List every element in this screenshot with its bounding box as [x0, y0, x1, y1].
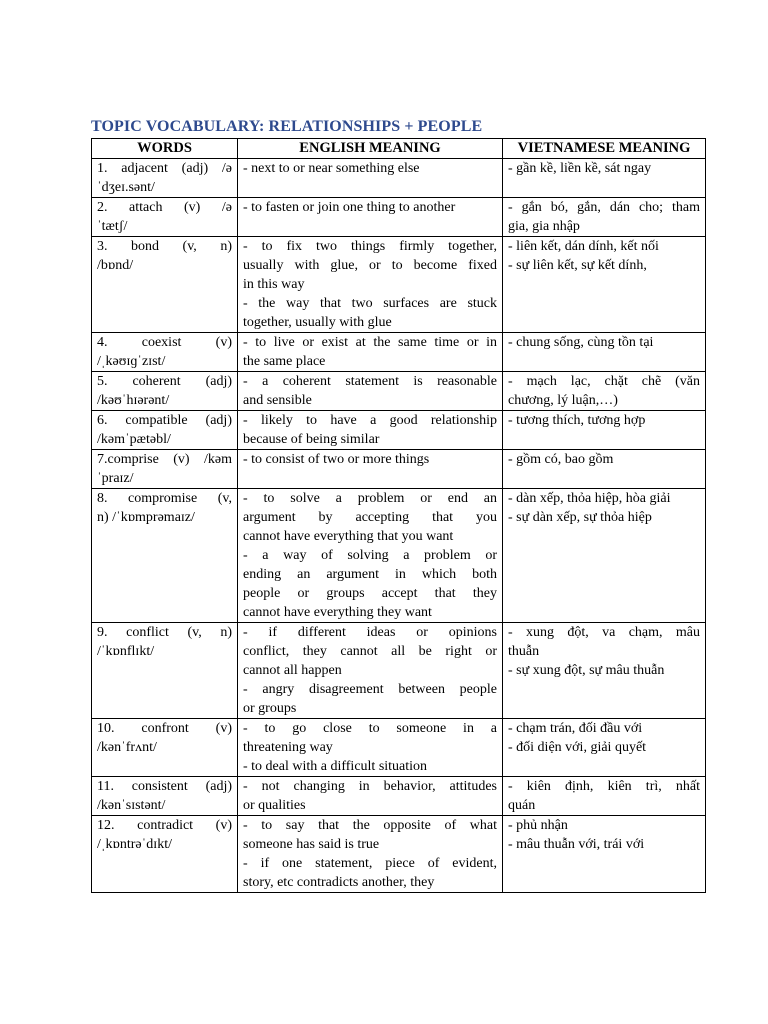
vocab-word-cell	[92, 411, 238, 450]
cell-text-line: usually with glue, or to become fixed	[243, 258, 497, 273]
cell-text-line: gia, gia nhập	[508, 219, 580, 234]
table-row	[92, 816, 706, 893]
cell-text-line: 3. bond (v, n)	[97, 239, 232, 254]
cell-text-line: - chạm trán, đối đầu với	[508, 721, 643, 736]
cell-text-line: - to live or exist at the same time or in	[243, 335, 497, 350]
english-meaning-cell	[238, 719, 503, 777]
vietnamese-meaning-cell	[503, 237, 706, 333]
cell-text-line: ˈtætʃ/	[97, 219, 128, 234]
header-english-meaning: ENGLISH MEANING	[238, 139, 503, 159]
cell-text-line: ending an argument in which both	[243, 567, 497, 582]
cell-text-line: 12. contradict (v)	[97, 818, 232, 833]
english-meaning-cell	[238, 411, 503, 450]
cell-text-line: 8. compromise (v,	[97, 491, 232, 506]
vietnamese-meaning-cell	[503, 411, 706, 450]
cell-text-line: together, usually with glue	[243, 315, 392, 330]
cell-text-line: - liên kết, dán dính, kết nối	[508, 239, 659, 254]
english-meaning-cell	[238, 450, 503, 489]
cell-text-line: n) /ˈkɒmprəmaɪz/	[97, 510, 195, 525]
cell-text-line: chương, lý luận,…)	[508, 393, 618, 408]
cell-text-line: thuẫn	[508, 644, 540, 659]
vocab-word-cell	[92, 159, 238, 198]
cell-text-line: - gần kề, liền kề, sát ngay	[508, 161, 652, 176]
cell-text-line: - tương thích, tương hợp	[508, 413, 646, 428]
cell-text-line: - gắn bó, gắn, dán cho; tham	[508, 200, 700, 215]
cell-text-line: - to go close to someone in a	[243, 721, 497, 736]
vietnamese-meaning-cell	[503, 719, 706, 777]
cell-text-line: - angry disagreement between people	[243, 682, 497, 697]
cell-text-line: - if one statement, piece of evident,	[243, 856, 497, 871]
cell-text-line: story, etc contradicts another, they	[243, 875, 435, 890]
vocab-word-cell	[92, 777, 238, 816]
english-meaning-cell	[238, 816, 503, 893]
vocab-word-cell	[92, 623, 238, 719]
header-words: WORDS	[92, 139, 238, 159]
cell-text-line: /bɒnd/	[97, 258, 134, 273]
cell-text-line: - xung đột, va chạm, mâu	[508, 625, 700, 640]
table-row	[92, 237, 706, 333]
cell-text-line: someone has said is true	[243, 837, 380, 852]
english-meaning-cell	[238, 372, 503, 411]
english-meaning-cell	[238, 777, 503, 816]
cell-text-line: - likely to have a good relationship	[243, 413, 497, 428]
cell-text-line: - to fix two things firmly together,	[243, 239, 497, 254]
cell-text-line: /ˌkɒntrəˈdɪkt/	[97, 837, 172, 852]
cell-text-line: - to consist of two or more things	[243, 452, 430, 467]
table-row	[92, 719, 706, 777]
cell-text-line: - mạch lạc, chặt chẽ (văn	[508, 374, 700, 389]
cell-text-line: - a way of solving a problem or	[243, 548, 497, 563]
cell-text-line: /kənˈsɪstənt/	[97, 798, 166, 813]
table-row	[92, 372, 706, 411]
english-meaning-cell	[238, 198, 503, 237]
cell-text-line: 7.comprise (v) /kəm	[97, 452, 232, 467]
cell-text-line: argument by accepting that you	[243, 510, 497, 525]
vocab-word-cell	[92, 333, 238, 372]
vocab-word-cell	[92, 719, 238, 777]
cell-text-line: - to say that the opposite of what	[243, 818, 497, 833]
cell-text-line: 11. consistent (adj)	[97, 779, 232, 794]
vocabulary-table	[91, 138, 706, 893]
cell-text-line: conflict, they cannot all be right or	[243, 644, 497, 659]
cell-text-line: because of being similar	[243, 432, 380, 447]
table-row	[92, 198, 706, 237]
cell-text-line: people or groups accept that they	[243, 586, 497, 601]
table-row	[92, 159, 706, 198]
english-meaning-cell	[238, 489, 503, 623]
vocab-word-cell	[92, 237, 238, 333]
vocab-word-cell	[92, 489, 238, 623]
vietnamese-meaning-cell	[503, 623, 706, 719]
page-title: TOPIC VOCABULARY: RELATIONSHIPS + PEOPLE	[91, 118, 483, 135]
cell-text-line: 6. compatible (adj)	[97, 413, 232, 428]
cell-text-line: - mâu thuẫn với, trái với	[508, 837, 645, 852]
cell-text-line: ˈpraɪz/	[97, 471, 134, 486]
cell-text-line: 4. coexist (v)	[97, 335, 232, 350]
vietnamese-meaning-cell	[503, 777, 706, 816]
cell-text-line: in this way	[243, 277, 305, 292]
cell-text-line: - to fasten or join one thing to another	[243, 200, 456, 215]
vocab-word-cell	[92, 198, 238, 237]
cell-text-line: cannot have everything they want	[243, 605, 432, 620]
vietnamese-meaning-cell	[503, 816, 706, 893]
cell-text-line: - gồm có, bao gồm	[508, 452, 614, 467]
cell-text-line: - chung sống, cùng tồn tại	[508, 335, 654, 350]
vocab-word-cell	[92, 450, 238, 489]
cell-text-line: - to deal with a difficult situation	[243, 759, 428, 774]
table-row	[92, 333, 706, 372]
table-row	[92, 411, 706, 450]
vocab-word-cell	[92, 372, 238, 411]
cell-text-line: - if different ideas or opinions	[243, 625, 497, 640]
cell-text-line: - the way that two surfaces are stuck	[243, 296, 497, 311]
table-row	[92, 489, 706, 623]
cell-text-line: - dàn xếp, thỏa hiệp, hòa giải	[508, 491, 671, 506]
cell-text-line: and sensible	[243, 393, 312, 408]
cell-text-line: - sự xung đột, sự mâu thuẫn	[508, 663, 665, 678]
cell-text-line: - phủ nhận	[508, 818, 568, 833]
table-row	[92, 623, 706, 719]
cell-text-line: or qualities	[243, 798, 306, 813]
cell-text-line: /kənˈfrʌnt/	[97, 740, 157, 755]
english-meaning-cell	[238, 237, 503, 333]
cell-text-line: - not changing in behavior, attitudes	[243, 779, 497, 794]
vietnamese-meaning-cell	[503, 198, 706, 237]
cell-text-line: cannot have everything that you want	[243, 529, 454, 544]
cell-text-line: quán	[508, 798, 536, 813]
header-vietnamese-meaning: VIETNAMESE MEANING	[503, 139, 706, 159]
table-row	[92, 450, 706, 489]
cell-text-line: /ˈkɒnflɪkt/	[97, 644, 155, 659]
cell-text-line: 10. confront (v)	[97, 721, 232, 736]
vietnamese-meaning-cell	[503, 489, 706, 623]
cell-text-line: ˈdʒeɪ.sənt/	[97, 180, 155, 195]
table-header-row	[92, 139, 706, 159]
english-meaning-cell	[238, 623, 503, 719]
vietnamese-meaning-cell	[503, 333, 706, 372]
vietnamese-meaning-cell	[503, 372, 706, 411]
cell-text-line: 9. conflict (v, n)	[97, 625, 232, 640]
english-meaning-cell	[238, 333, 503, 372]
vietnamese-meaning-cell	[503, 159, 706, 198]
cell-text-line: - sự dàn xếp, sự thỏa hiệp	[508, 510, 652, 525]
cell-text-line: - a coherent statement is reasonable	[243, 374, 497, 389]
cell-text-line: /kəmˈpætəbl/	[97, 432, 171, 447]
cell-text-line: 1. adjacent (adj) /ə	[97, 161, 232, 176]
cell-text-line: /ˌkəʊɪɡˈzɪst/	[97, 354, 166, 369]
cell-text-line: 2. attach (v) /ə	[97, 200, 232, 215]
cell-text-line: - next to or near something else	[243, 161, 420, 176]
cell-text-line: - đối diện với, giải quyết	[508, 740, 647, 755]
english-meaning-cell	[238, 159, 503, 198]
vietnamese-meaning-cell	[503, 450, 706, 489]
cell-text-line: - sự liên kết, sự kết dính,	[508, 258, 647, 273]
cell-text-line: the same place	[243, 354, 326, 369]
cell-text-line: - to solve a problem or end an	[243, 491, 497, 506]
table-row	[92, 777, 706, 816]
cell-text-line: or groups	[243, 701, 297, 716]
cell-text-line: threatening way	[243, 740, 333, 755]
cell-text-line: /kəʊˈhɪərənt/	[97, 393, 170, 408]
cell-text-line: cannot all happen	[243, 663, 342, 678]
cell-text-line: - kiên định, kiên trì, nhất	[508, 779, 700, 794]
vocab-word-cell	[92, 816, 238, 893]
cell-text-line: 5. coherent (adj)	[97, 374, 232, 389]
